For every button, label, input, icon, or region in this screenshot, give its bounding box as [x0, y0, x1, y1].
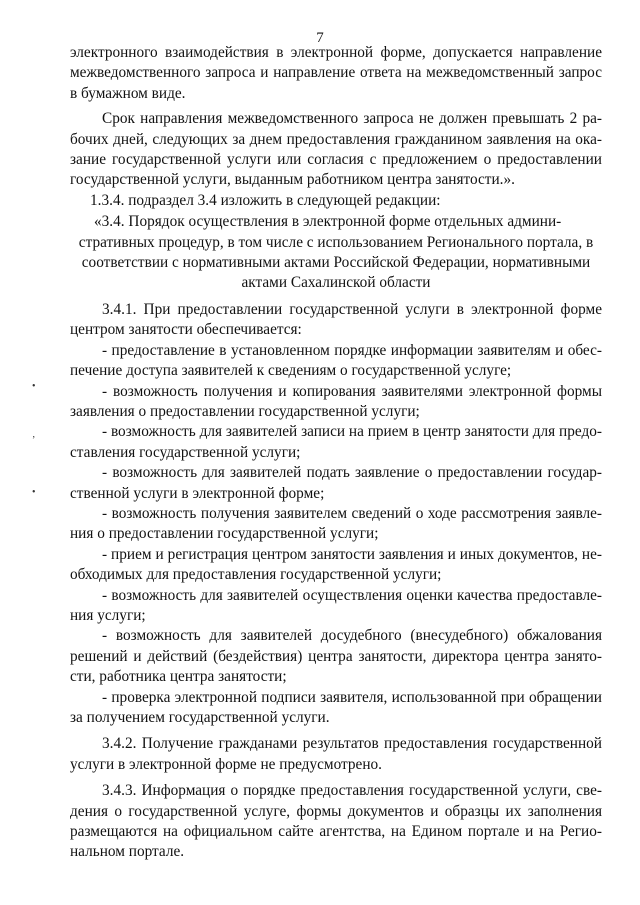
- margin-mark: •: [32, 381, 36, 392]
- text-line: - возможность получения и копирования заявителями электронной формы: [102, 382, 602, 400]
- section-heading: [70, 212, 602, 294]
- text-line: ставления государственной услуги;: [70, 443, 301, 461]
- text-line: государственной услуги, выданным работником центра занятости.».: [70, 171, 515, 189]
- text-line: обходимых для предоставления государственной услуги;: [70, 566, 442, 584]
- list-item: [70, 626, 602, 687]
- text-line: решений и действий (бездействия) центра занятости, директора центра занято-: [70, 647, 602, 665]
- text-line: нальном портале.: [70, 843, 185, 861]
- paragraph: [70, 109, 602, 191]
- heading-line: стративных процедур, в том числе с использованием Регионального портала, в: [78, 233, 594, 251]
- subsection-3-4-3: [70, 781, 602, 863]
- text-line: размещаются на официальном сайте агентства, на Едином портале и на Регио-: [70, 823, 602, 841]
- text-line: 3.4.3. Информация о порядке предоставления государственной услуги, све-: [102, 782, 602, 800]
- text-line: заявления о предоставлении государственной услуги;: [70, 402, 420, 420]
- text-line: - возможность для заявителей досудебного (внесудебного) обжалования: [102, 627, 602, 645]
- text-line: сти, работника центра занятости;: [70, 668, 287, 686]
- text-line: - возможность для заявителей осуществления оценки качества предоставле-: [102, 586, 602, 604]
- text-line: межведомственного запроса и направление ответа на межведомственный запрос: [70, 64, 602, 82]
- margin-mark: ʼ: [32, 435, 36, 446]
- text-line: центром занятости обеспечивается:: [70, 321, 302, 339]
- subsection-3-4-2: [70, 734, 602, 775]
- text-line: за получением государственной услуги.: [70, 709, 330, 726]
- paragraph: [70, 43, 602, 104]
- margin-mark: •: [32, 487, 36, 498]
- list-item: [70, 504, 602, 545]
- text-line: - возможность получения заявителем сведений о ходе рассмотрения заявле-: [102, 504, 602, 522]
- subsection-3-4-1: [70, 300, 602, 341]
- text-line: электронного взаимодействия в электронной форме, допускается направление: [70, 44, 602, 61]
- text-line: ния услуги;: [70, 606, 146, 624]
- heading-line: «3.4. Порядок осуществления в электронной форме отдельных админи-: [94, 213, 562, 231]
- list-item: [70, 341, 602, 382]
- text-line: 3.4.2. Получение гражданами результатов предоставления государственной: [102, 735, 602, 753]
- list-item: [70, 422, 602, 463]
- page-number: 7: [316, 30, 324, 46]
- text-line: - предоставление в установленном порядке информации заявителям и обес-: [102, 341, 602, 359]
- text-line: в бумажном виде.: [70, 84, 186, 102]
- text-line: 1.3.4. подраздел 3.4 изложить в следующей редакции:: [90, 191, 441, 209]
- paragraph: [70, 191, 602, 211]
- heading-line: актами Сахалинской области: [241, 274, 431, 292]
- text-line: ния о предоставлении государственной услуги;: [70, 525, 379, 543]
- text-line: зание государственной услуги или согласия с предложением о предоставлении: [70, 151, 602, 169]
- list-item: [70, 545, 602, 586]
- list-item: [70, 382, 602, 423]
- list-item: [70, 586, 602, 627]
- text-line: бочих дней, следующих за днем предоставления гражданином заявления на ока-: [70, 130, 602, 148]
- text-line: - возможность для заявителей записи на прием в центр занятости для предо-: [102, 423, 602, 441]
- text-line: Срок направления межведомственного запроса не должен превышать 2 ра-: [102, 110, 602, 128]
- text-line: - проверка электронной подписи заявителя, использованной при обращении: [102, 688, 602, 706]
- heading-line: соответствии с нормативными актами Российской Федерации, нормативными: [81, 254, 591, 272]
- text-line: услуги в электронной форме не предусмотрено.: [70, 755, 383, 773]
- text-line: ственной услуги в электронной форме;: [70, 484, 325, 502]
- text-line: печение доступа заявителей к сведениям о государственной услуге;: [70, 362, 512, 380]
- text-line: - прием и регистрация центром занятости заявления и иных документов, не-: [102, 545, 602, 563]
- text-line: - возможность для заявителей подать заявление о предоставлении государ-: [102, 464, 602, 482]
- text-line: 3.4.1. При предоставлении государственной услуги в электронной форме: [102, 300, 602, 318]
- list-item: [70, 463, 602, 504]
- list-item: [70, 688, 602, 729]
- document-body: [70, 41, 602, 863]
- text-line: дения о государственной услуге, формы документов и образцы их заполнения: [70, 802, 602, 820]
